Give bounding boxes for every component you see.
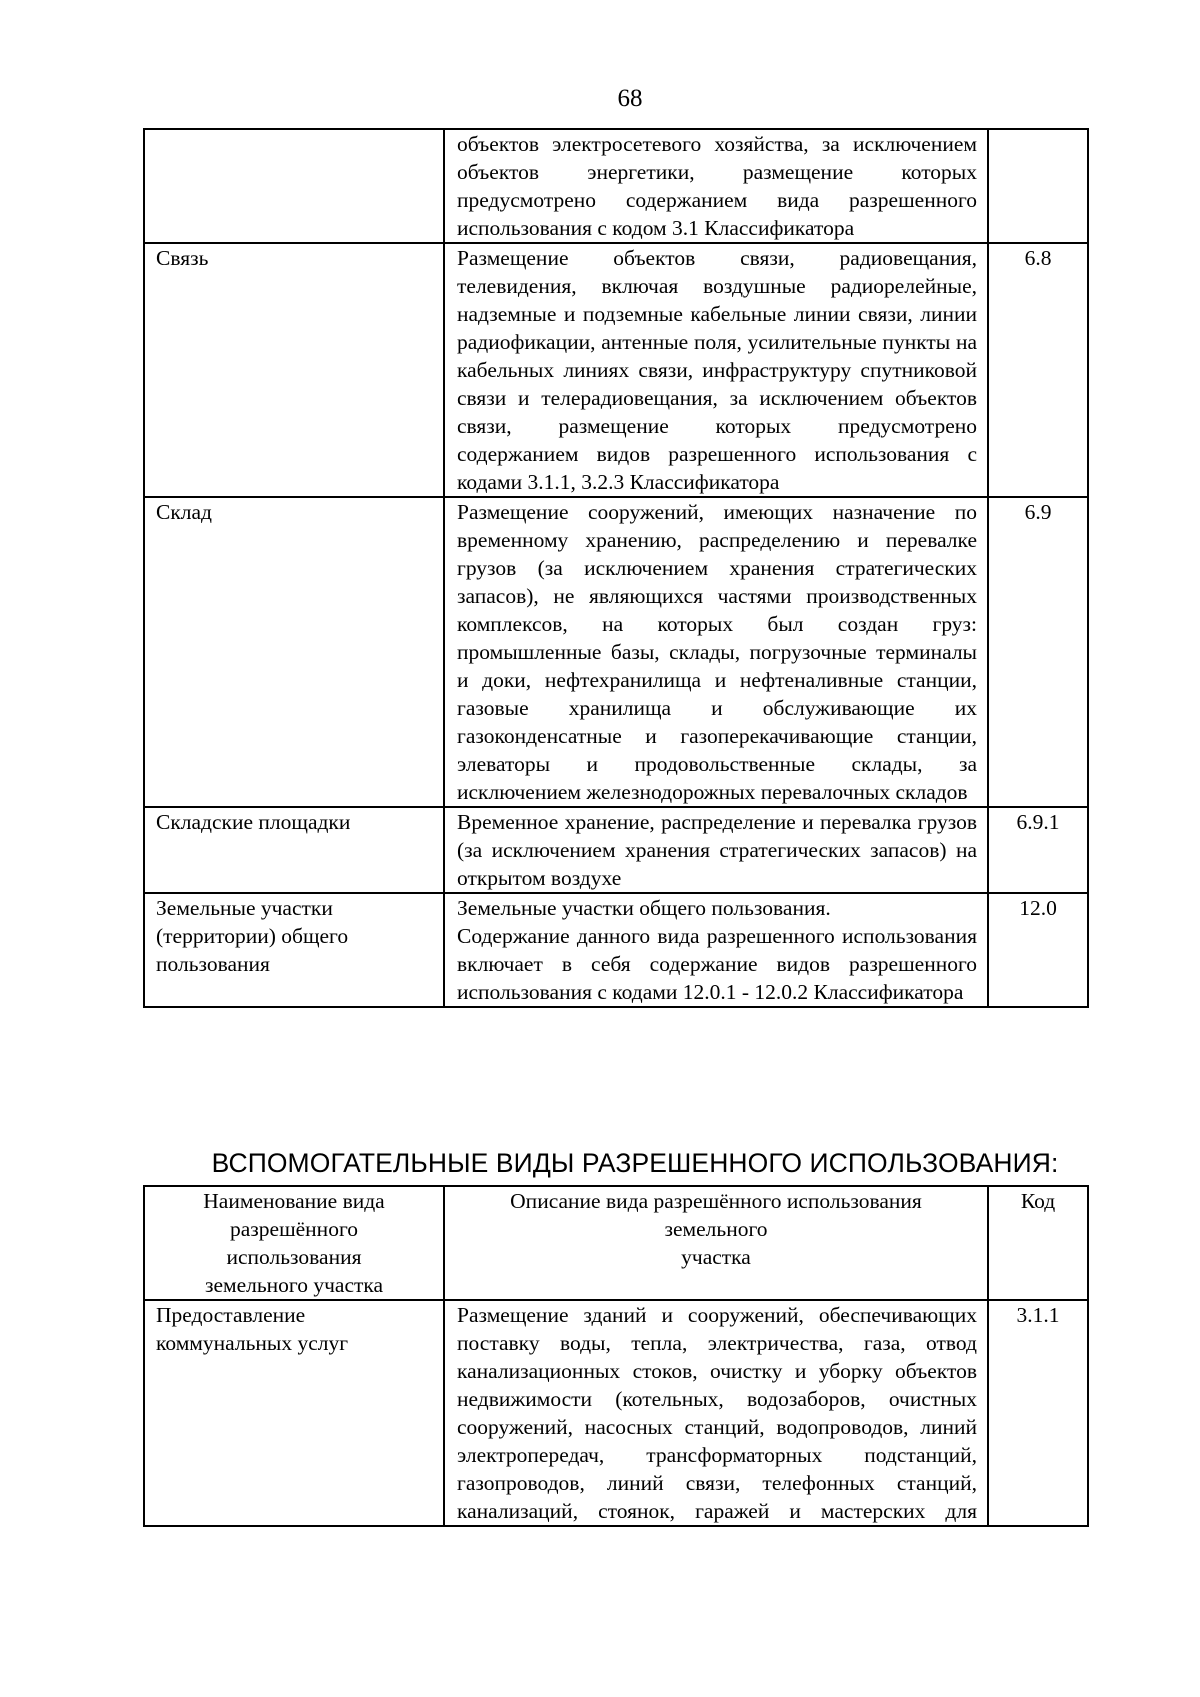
header-line: разрешённого [230,1217,358,1241]
table-row [144,893,1088,1007]
use-name-cell: Предоставление коммунальных услуг [144,1300,444,1526]
header-line: земельного [664,1217,768,1241]
table-row [144,1300,1088,1526]
description-line: Земельные участки общего пользования. [457,896,831,920]
use-name-cell: Склад [144,497,444,807]
use-name-cell: Связь [144,243,444,497]
use-name-cell [144,129,444,243]
auxiliary-use-table [143,1185,1089,1527]
use-name-cell: Земельные участки (территории) общего пользования [144,893,444,1007]
use-code-cell: 12.0 [988,893,1088,1007]
header-line: земельного участка [204,1273,384,1297]
use-description-cell [444,893,988,1007]
use-description-cell: Временное хранение, распределение и перевалка грузов (за исключением хранения стратегических запасов) на открытом воздухе [444,807,988,893]
use-name-cell: Складские площадки [144,807,444,893]
permitted-use-table [143,128,1089,1008]
description-line: Содержание данного вида разрешенного использования включает в себя содержание видов разрешенного использования с кодами 12.0.1 - 12.0.2 Классификатора [457,924,977,1004]
column-header-name [144,1186,444,1300]
table-row [144,243,1088,497]
use-code-cell: 3.1.1 [988,1300,1088,1526]
column-header-description [444,1186,988,1300]
use-code-cell: 6.9.1 [988,807,1088,893]
use-description-cell: Размещение сооружений, имеющих назначение по временному хранению, распределению и перевалке грузов (за исключением хранения стратегических запасов), не являющихся частями производственных комплексов, на которых был создан груз: промышленные базы, склады, погрузочные терминалы и доки, нефтехранилища и нефтеналивные станции, газовые хранилища и обслуживающие их газоконденсатные и газоперекачивающие станции, элеваторы и продовольственные склады, за исключением железнодорожных перевалочных складов [444,497,988,807]
use-code-cell [988,129,1088,243]
column-header-code: Код [988,1186,1088,1300]
header-line: Наименование вида [203,1189,385,1213]
header-line: участка [681,1245,751,1269]
table-row [144,497,1088,807]
header-line: использования [226,1245,362,1269]
auxiliary-uses-heading: ВСПОМОГАТЕЛЬНЫЕ ВИДЫ РАЗРЕШЕННОГО ИСПОЛЬЗОВАНИЯ: [211,1148,1059,1178]
use-code-cell: 6.8 [988,243,1088,497]
use-code-cell: 6.9 [988,497,1088,807]
use-description-cell: Размещение зданий и сооружений, обеспечивающих поставку воды, тепла, электричества, газа, отвод канализационных стоков, очистку и уборку объектов недвижимости (котельных, водозаборов, очистных сооружений, насосных станций, водопроводов, линий электропередач, трансформаторных подстанций, газопроводов, линий связи, телефонных станций, канализаций, стоянок, гаражей и мастерских для [444,1300,988,1526]
table-row [144,807,1088,893]
header-line: Описание вида разрешённого использования [510,1189,922,1213]
use-description-cell: объектов электросетевого хозяйства, за исключением объектов энергетики, размещение которых предусмотрено содержанием вида разрешенного использования с кодом 3.1 Классификатора [444,129,988,243]
use-description-cell: Размещение объектов связи, радиовещания, телевидения, включая воздушные радиорелейные, надземные и подземные кабельные линии связи, линии радиофикации, антенные поля, усилительные пункты на кабельных линиях связи, инфраструктуру спутниковой связи и телерадиовещания, за исключением объектов связи, размещение которых предусмотрено содержанием видов разрешенного использования с кодами 3.1.1, 3.2.3 Классификатора [444,243,988,497]
table-header-row [144,1186,1088,1300]
table-row [144,129,1088,243]
page-number: 68 [617,85,643,112]
